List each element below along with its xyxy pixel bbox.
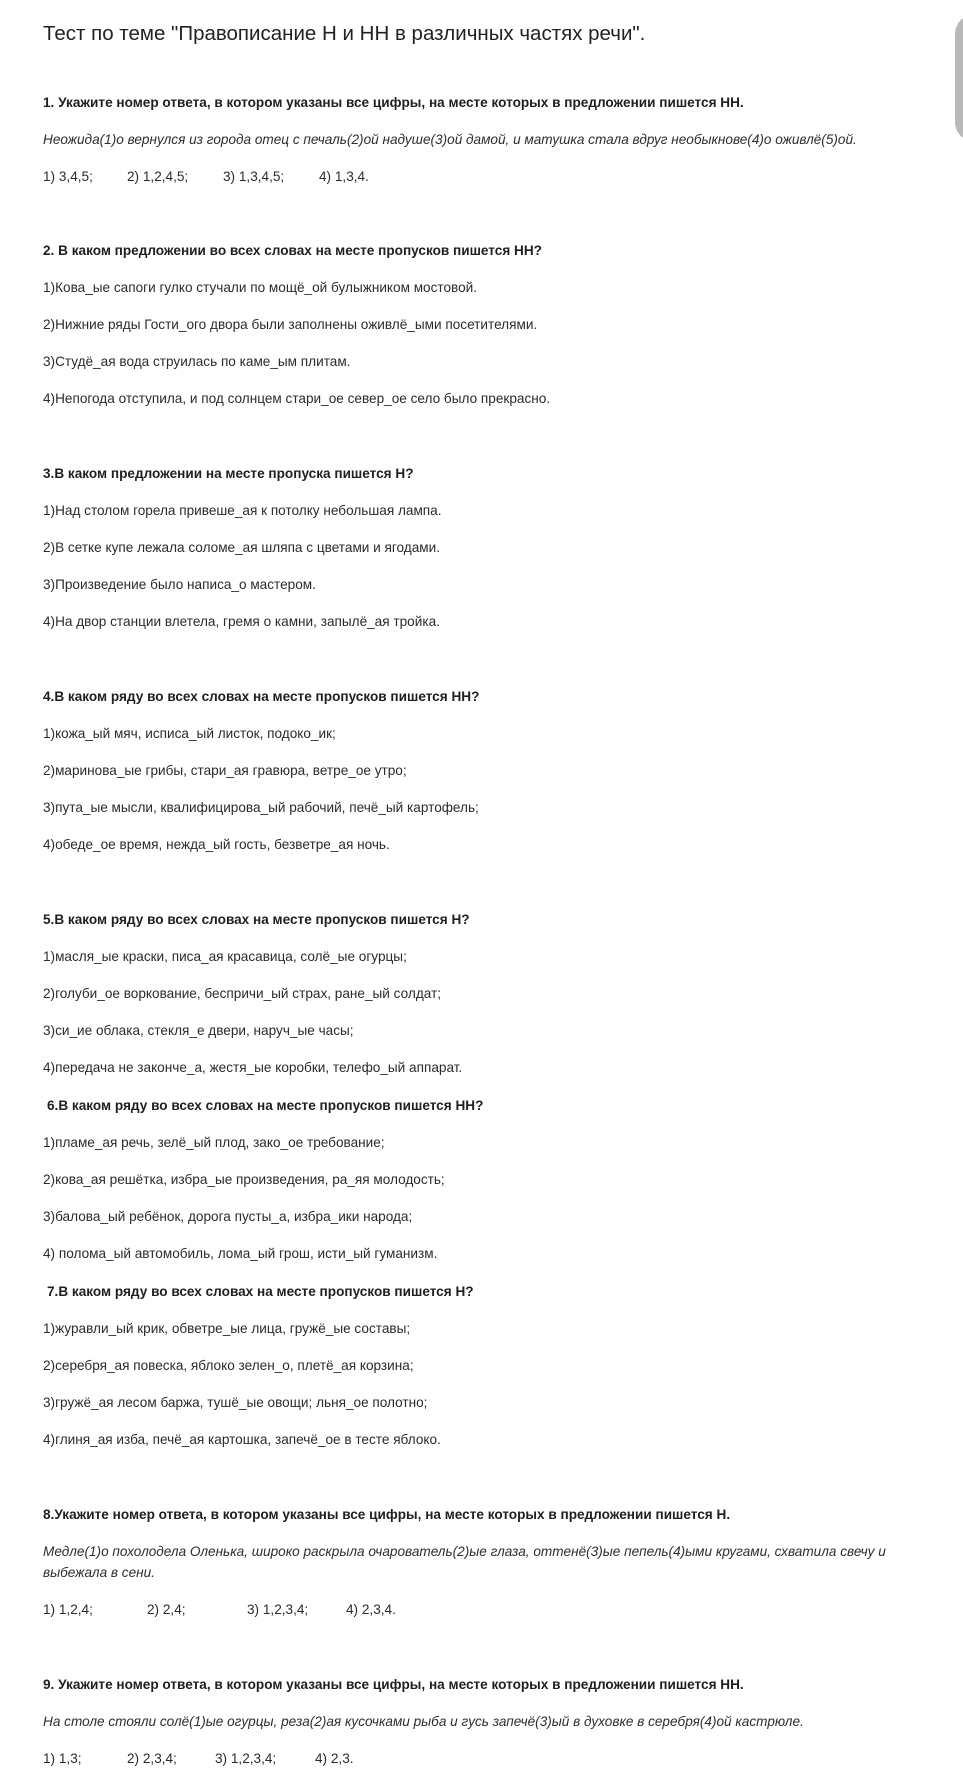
question-2-option-4: 4)Непогода отступила, и под солнцем стари_ое север_ое село было прекрасно. — [43, 391, 551, 406]
question-2-option-3: 3)Студё_ая вода струилась по каме_ым плитам. — [43, 354, 351, 369]
question-7-text: 7.В каком ряду во всех словах на месте пропусков пишется Н? — [47, 1284, 474, 1299]
question-8-text: 8.Укажите номер ответа, в котором указаны все цифры, на месте которых в предложении пишется Н. — [43, 1507, 731, 1522]
question-8-option-3: 3) 1,2,3,4; — [247, 1602, 309, 1617]
question-4-option-4: 4)обеде_ое время, нежда_ый гость, безветре_ая ночь. — [43, 837, 390, 852]
question-6-option-4: 4) полома_ый автомобиль, лома_ый грош, исти_ый гуманизм. — [43, 1246, 438, 1261]
question-3-option-4: 4)На двор станции влетела, гремя о камни, запылё_ая тройка. — [43, 614, 440, 629]
question-2-option-1: 1)Кова_ые сапоги гулко стучали по мощё_ой булыжником мостовой. — [43, 280, 478, 295]
question-7-option-1: 1)журавли_ый крик, обветре_ые лица, гружё_ые составы; — [43, 1321, 411, 1336]
question-1-option-2: 2) 1,2,4,5; — [127, 169, 189, 184]
question-7-option-4: 4)глиня_ая изба, печё_ая картошка, запечё_ое в тесте яблоко. — [43, 1432, 441, 1447]
question-9-text: 9. Укажите номер ответа, в котором указаны все цифры, на месте которых в предложении пишется НН. — [43, 1677, 744, 1692]
question-1-options — [43, 166, 543, 187]
question-5-option-1: 1)масля_ые краски, писа_ая красавица, солё_ые огурцы; — [43, 949, 407, 964]
question-9-sentence: На столе стояли солё(1)ые огурцы, реза(2)ая кусочками рыба и гусь запечё(3)ый в духовке в серебря(4)ой кастрюле. — [43, 1714, 804, 1729]
question-6-text: 6.В каком ряду во всех словах на месте пропусков пишется НН? — [47, 1098, 484, 1113]
question-6-option-1: 1)пламе_ая речь, зелё_ый плод, зако_ое требование; — [43, 1135, 385, 1150]
question-5-option-4: 4)передача не законче_а, жестя_ые коробки, телефо_ый аппарат. — [43, 1060, 463, 1075]
question-1-option-3: 3) 1,3,4,5; — [223, 169, 285, 184]
question-8-option-1: 1) 1,2,4; — [43, 1602, 93, 1617]
question-3-option-3: 3)Произведение было написа_о мастером. — [43, 577, 316, 592]
question-1-option-4: 4) 1,3,4. — [319, 169, 369, 184]
question-3-option-1: 1)Над столом горела привеше_ая к потолку небольшая лампа. — [43, 503, 442, 518]
question-7-option-3: 3)гружё_ая лесом баржа, тушё_ые овощи; льня_ое полотно; — [43, 1395, 428, 1410]
question-2-option-2: 2)Нижние ряды Гости_ого двора были заполнены оживлё_ыми посетителями. — [43, 317, 538, 332]
question-6-option-2: 2)кова_ая решётка, избра_ые произведения, ра_яя молодость; — [43, 1172, 445, 1187]
question-4-option-2: 2)маринова_ые грибы, стари_ая гравюра, ветре_ое утро; — [43, 763, 407, 778]
question-8-option-2: 2) 2,4; — [147, 1602, 186, 1617]
question-4-option-3: 3)пута_ые мысли, квалифицирова_ый рабочий, печё_ый картофель; — [43, 800, 479, 815]
question-4-option-1: 1)кожа_ый мяч, исписа_ый листок, подоко_ик; — [43, 726, 336, 741]
question-9-option-1: 1) 1,3; — [43, 1751, 82, 1766]
question-1-text: 1. Укажите номер ответа, в котором указаны все цифры, на месте которых в предложении пишется НН. — [43, 95, 744, 110]
question-9-option-3: 3) 1,2,3,4; — [215, 1751, 277, 1766]
question-9-option-2: 2) 2,3,4; — [127, 1751, 177, 1766]
question-9-option-4: 4) 2,3. — [315, 1751, 354, 1766]
question-1-option-1: 1) 3,4,5; — [43, 169, 93, 184]
question-1-sentence: Неожида(1)о вернулся из города отец с печаль(2)ой надуше(3)ой дамой, и матушка стала вдруг необыкнове(4)о оживлё(5)ой. — [43, 132, 857, 147]
question-3-text: 3.В каком предложении на месте пропуска пишется Н? — [43, 466, 414, 481]
question-7-option-2: 2)серебря_ая повеска, яблоко зелен_о, плетё_ая корзина; — [43, 1358, 414, 1373]
question-8-sentence: Медле(1)о похолодела Оленька, широко раскрыла очарователь(2)ые глаза, оттенё(3)ые пепель(4)ыми кругами, схватила свечу и выбежала в сени. — [43, 1544, 886, 1580]
question-5-text: 5.В каком ряду во всех словах на месте пропусков пишется Н? — [43, 912, 470, 927]
document-title: Тест по теме "Правописание Н и НН в различных частях речи". — [43, 22, 646, 45]
question-4-text: 4.В каком ряду во всех словах на месте пропусков пишется НН? — [43, 689, 480, 704]
question-6-option-3: 3)балова_ый ребёнок, дорога пусты_а, избра_ики народа; — [43, 1209, 413, 1224]
question-5-option-3: 3)си_ие облака, стекля_е двери, наруч_ые часы; — [43, 1023, 354, 1038]
question-8-options — [43, 1599, 543, 1620]
question-5-option-2: 2)голуби_ое воркование, беспричи_ый страх, ране_ый солдат; — [43, 986, 442, 1001]
question-8-option-4: 4) 2,3,4. — [346, 1602, 396, 1617]
question-3-option-2: 2)В сетке купе лежала соломе_ая шляпа с цветами и ягодами. — [43, 540, 441, 555]
question-9-options — [43, 1748, 543, 1769]
scroll-handle[interactable] — [955, 14, 963, 142]
question-2-text: 2. В каком предложении во всех словах на месте пропусков пишется НН? — [43, 243, 542, 258]
